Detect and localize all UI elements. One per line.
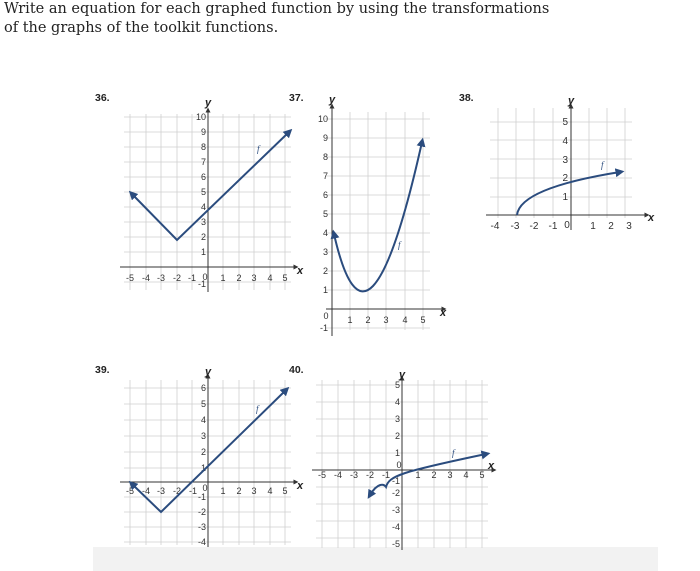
svg-text:-4: -4: [333, 470, 343, 480]
graph-38-x-ticks: [491, 220, 633, 232]
graph-38-y-ticks: [562, 117, 568, 203]
svg-text:1: 1: [394, 448, 400, 458]
svg-text:1: 1: [347, 315, 353, 325]
svg-text:3: 3: [562, 155, 568, 166]
svg-text:0: 0: [564, 220, 570, 231]
graph-39-function-label: f: [256, 404, 259, 414]
graph-40-y-label: y: [398, 369, 406, 381]
svg-text:10: 10: [317, 114, 328, 124]
graph-38-grid: [490, 108, 632, 218]
svg-text:4: 4: [562, 136, 568, 147]
graph-37-x-label: x: [440, 307, 447, 319]
svg-text:0: 0: [396, 460, 402, 470]
graph-37-y-label: y: [328, 94, 336, 106]
svg-text:8: 8: [322, 152, 328, 162]
svg-text:4: 4: [267, 486, 273, 496]
svg-text:-4: -4: [141, 486, 151, 496]
graph-38-curve: [517, 172, 620, 215]
graph-39-x-label: x: [297, 480, 304, 492]
svg-text:0: 0: [202, 272, 208, 282]
graph-36-x-ticks: [126, 272, 288, 283]
svg-text:-2: -2: [529, 221, 539, 232]
svg-text:3: 3: [251, 273, 257, 283]
graph-39-y-ticks: [198, 383, 206, 547]
svg-text:3: 3: [251, 486, 257, 496]
svg-text:-3: -3: [510, 221, 520, 232]
graph-38-y-label: y: [567, 95, 575, 107]
graph-38: [486, 95, 655, 232]
svg-text:4: 4: [267, 273, 273, 283]
svg-text:2: 2: [562, 173, 568, 184]
svg-text:5: 5: [282, 486, 288, 496]
svg-text:3: 3: [447, 470, 453, 480]
svg-text:2: 2: [200, 232, 206, 242]
svg-text:7: 7: [200, 157, 206, 167]
svg-text:5: 5: [562, 117, 568, 128]
graph-40-function-label: f: [452, 448, 455, 458]
svg-text:3: 3: [383, 315, 389, 325]
svg-text:-1: -1: [187, 273, 197, 283]
svg-text:3: 3: [626, 221, 632, 232]
svg-text:-4: -4: [391, 522, 400, 532]
svg-text:1: 1: [220, 486, 226, 496]
problem-36-number: 36.: [95, 92, 110, 104]
svg-text:5: 5: [394, 380, 400, 390]
graph-36-curve: [132, 132, 289, 240]
svg-text:2: 2: [236, 273, 242, 283]
svg-text:5: 5: [479, 470, 485, 480]
svg-text:3: 3: [394, 414, 400, 424]
svg-text:-1: -1: [319, 323, 328, 333]
svg-text:7: 7: [322, 171, 328, 181]
graph-37: [318, 94, 447, 336]
svg-text:-4: -4: [141, 273, 151, 283]
svg-text:5: 5: [322, 209, 328, 219]
problem-40-number: 40.: [289, 364, 304, 376]
svg-text:1: 1: [200, 463, 206, 473]
graph-38-x-label: x: [648, 212, 655, 224]
graph-37-function-label: f: [398, 240, 401, 250]
graph-37-y-ticks: [318, 114, 328, 333]
svg-text:1: 1: [415, 470, 421, 480]
svg-text:3: 3: [200, 431, 206, 441]
problem-39-number: 39.: [95, 364, 110, 376]
instructions-text: Write an equation for each graphed function by using the transformations of the graphs of the toolkit functions.: [4, 1, 550, 36]
svg-text:-1: -1: [197, 492, 206, 502]
svg-text:-4: -4: [197, 537, 206, 547]
svg-text:-2: -2: [365, 470, 375, 480]
problem-38-number: 38.: [459, 92, 474, 104]
graph-36: [120, 97, 304, 292]
svg-text:9: 9: [200, 127, 206, 137]
svg-text:-2: -2: [391, 488, 400, 498]
svg-text:-4: -4: [490, 221, 500, 232]
svg-text:-5: -5: [317, 470, 327, 480]
svg-text:3: 3: [200, 217, 206, 227]
svg-text:6: 6: [200, 383, 206, 393]
svg-text:5: 5: [420, 315, 426, 325]
graph-39-curve: [132, 390, 286, 512]
svg-text:0: 0: [202, 483, 208, 493]
svg-text:-3: -3: [156, 486, 166, 496]
svg-text:2: 2: [236, 486, 242, 496]
svg-text:-3: -3: [197, 522, 206, 532]
svg-text:-2: -2: [172, 486, 182, 496]
svg-text:5: 5: [282, 273, 288, 283]
svg-text:1: 1: [322, 285, 328, 295]
graph-36-y-label: y: [204, 97, 212, 109]
graph-39: [120, 366, 304, 547]
graph-39-y-label: y: [204, 366, 212, 378]
graph-40: [312, 369, 495, 550]
svg-text:2: 2: [200, 447, 206, 457]
svg-text:4: 4: [402, 315, 408, 325]
graph-40-x-label: x: [488, 460, 495, 472]
svg-text:2: 2: [431, 470, 437, 480]
svg-text:5: 5: [200, 187, 206, 197]
svg-text:-2: -2: [197, 507, 206, 517]
svg-text:2: 2: [394, 431, 400, 441]
graph-36-x-label: x: [297, 265, 304, 277]
svg-text:4: 4: [394, 397, 400, 407]
problem-37-number: 37.: [289, 92, 304, 104]
svg-text:-1: -1: [548, 221, 558, 232]
graph-36-y-ticks: [196, 112, 206, 289]
svg-text:1: 1: [590, 221, 596, 232]
svg-text:8: 8: [200, 142, 206, 152]
svg-text:-3: -3: [391, 505, 400, 515]
svg-text:4: 4: [463, 470, 469, 480]
svg-text:9: 9: [322, 133, 328, 143]
svg-text:1: 1: [220, 273, 226, 283]
svg-text:4: 4: [200, 415, 206, 425]
svg-text:4: 4: [322, 228, 328, 238]
svg-text:2: 2: [322, 266, 328, 276]
svg-text:-1: -1: [381, 470, 391, 480]
svg-text:-3: -3: [349, 470, 359, 480]
svg-text:1: 1: [562, 192, 568, 203]
svg-text:-5: -5: [125, 486, 135, 496]
svg-text:-3: -3: [156, 273, 166, 283]
svg-text:-5: -5: [125, 273, 135, 283]
svg-text:4: 4: [200, 202, 206, 212]
graph-37-x-ticks: [323, 311, 425, 325]
svg-text:2: 2: [608, 221, 614, 232]
svg-text:0: 0: [323, 311, 329, 321]
graph-39-x-ticks: [126, 483, 288, 496]
svg-text:5: 5: [200, 399, 206, 409]
svg-text:-5: -5: [391, 539, 400, 549]
graph-38-function-label: f: [601, 160, 604, 170]
graph-37-curve: [334, 142, 422, 291]
svg-text:6: 6: [322, 190, 328, 200]
svg-text:10: 10: [195, 112, 206, 122]
svg-text:-1: -1: [197, 279, 206, 289]
svg-text:3: 3: [322, 247, 328, 257]
svg-text:2: 2: [365, 315, 371, 325]
svg-text:6: 6: [200, 172, 206, 182]
svg-text:-1: -1: [391, 476, 400, 486]
svg-text:1: 1: [200, 247, 206, 257]
svg-text:-2: -2: [172, 273, 182, 283]
graph-36-function-label: f: [257, 144, 260, 154]
svg-text:-1: -1: [188, 486, 198, 496]
